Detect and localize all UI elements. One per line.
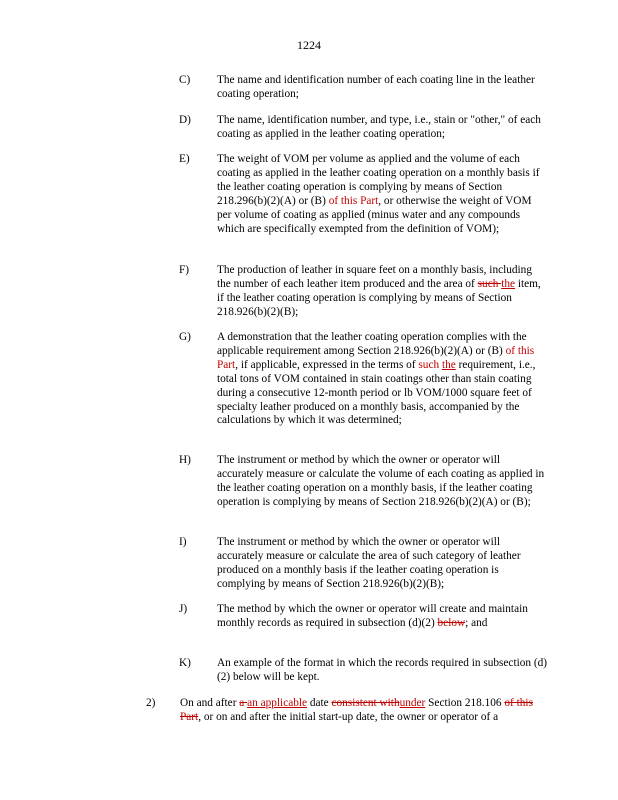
inserted-text: an applicable [247,697,308,709]
deleted-text: such [477,277,502,290]
inserted-text: the [441,358,456,371]
item-text: The name, identification number, and type, i.e., stain or "other," of each coating as applied in the leather coating operation; [217,114,541,140]
deleted-text: below [437,616,466,629]
item-label: I) [179,536,187,548]
item-label: G) [179,331,191,343]
item-text: The weight of VOM per volume as applied and the volume of each coating as applied in the leather coating operation on a monthly basis if the leather coating operation is complying by means of Section 218.296(b)(2)(A) or (B) of this Part, or otherwise the weight of VOM per volume of coating as applied (minus water and any compounds which are specifically exempted from the definition of VOM); [217,153,540,235]
inserted-text: the [501,277,516,290]
item-label: F) [179,264,190,276]
item-text: The production of leather in square feet on a monthly basis, including the number of each leather item produced and the area of such the item, if the leather coating operation is complying by means of Section 218.926(b)(2)(B); [217,264,541,318]
item-text: The name and identification number of each coating line in the leather coating operation; [217,74,535,100]
item-text: The instrument or method by which the owner or operator will accurately measure or calculate the area of such category of leather produced on a monthly basis if the leather coating operation is complying by means of Section 218.926(b)(2)(B); [217,536,521,590]
inserted-text: under [399,697,426,709]
inserted-text: of this Part [328,194,379,207]
item-label: E) [179,153,190,165]
item-label: K) [179,657,191,669]
item-label: H) [179,454,191,466]
item-label: D) [179,114,191,126]
inserted-text: of this Part [217,344,535,371]
item-label: 2) [146,697,156,709]
page-number: 1224 [297,38,321,52]
item-text: An example of the format in which the records required in subsection (d)(2) below will be kept. [217,657,548,683]
item-text: The instrument or method by which the owner or operator will accurately measure or calculate the volume of each coating as applied in the leather coating operation on a monthly basis, if the leather coating operation is complying by means of Section 218.926(b)(2)(A) or (B); [217,454,545,508]
item-label: J) [179,603,188,615]
item-text: On and after a an applicable date consistent withunder Section 218.106 of this Part, or on and after the initial start-up date, the owner or operator of a [180,697,533,723]
deleted-text: a [239,697,248,709]
inserted-text: such [418,358,440,371]
item-text: A demonstration that the leather coating operation complies with the applicable requirement among Section 218.926(b)(2)(A) or (B) of this Part, if applicable, expressed in the terms of such the requirement, i.e., total tons of VOM contained in stain coatings other than stain coating during a consecutive 12-month period or lb VOM/1000 square feet of specialty leather produced on a monthly basis, accompanied by the calculations by which it was determined; [217,331,536,427]
item-text: The method by which the owner or operator will create and maintain monthly records as required in subsection (d)(2) below; and [217,603,528,629]
item-label: C) [179,74,191,86]
deleted-text: of this Part [180,697,533,723]
deleted-text: consistent with [331,697,400,709]
